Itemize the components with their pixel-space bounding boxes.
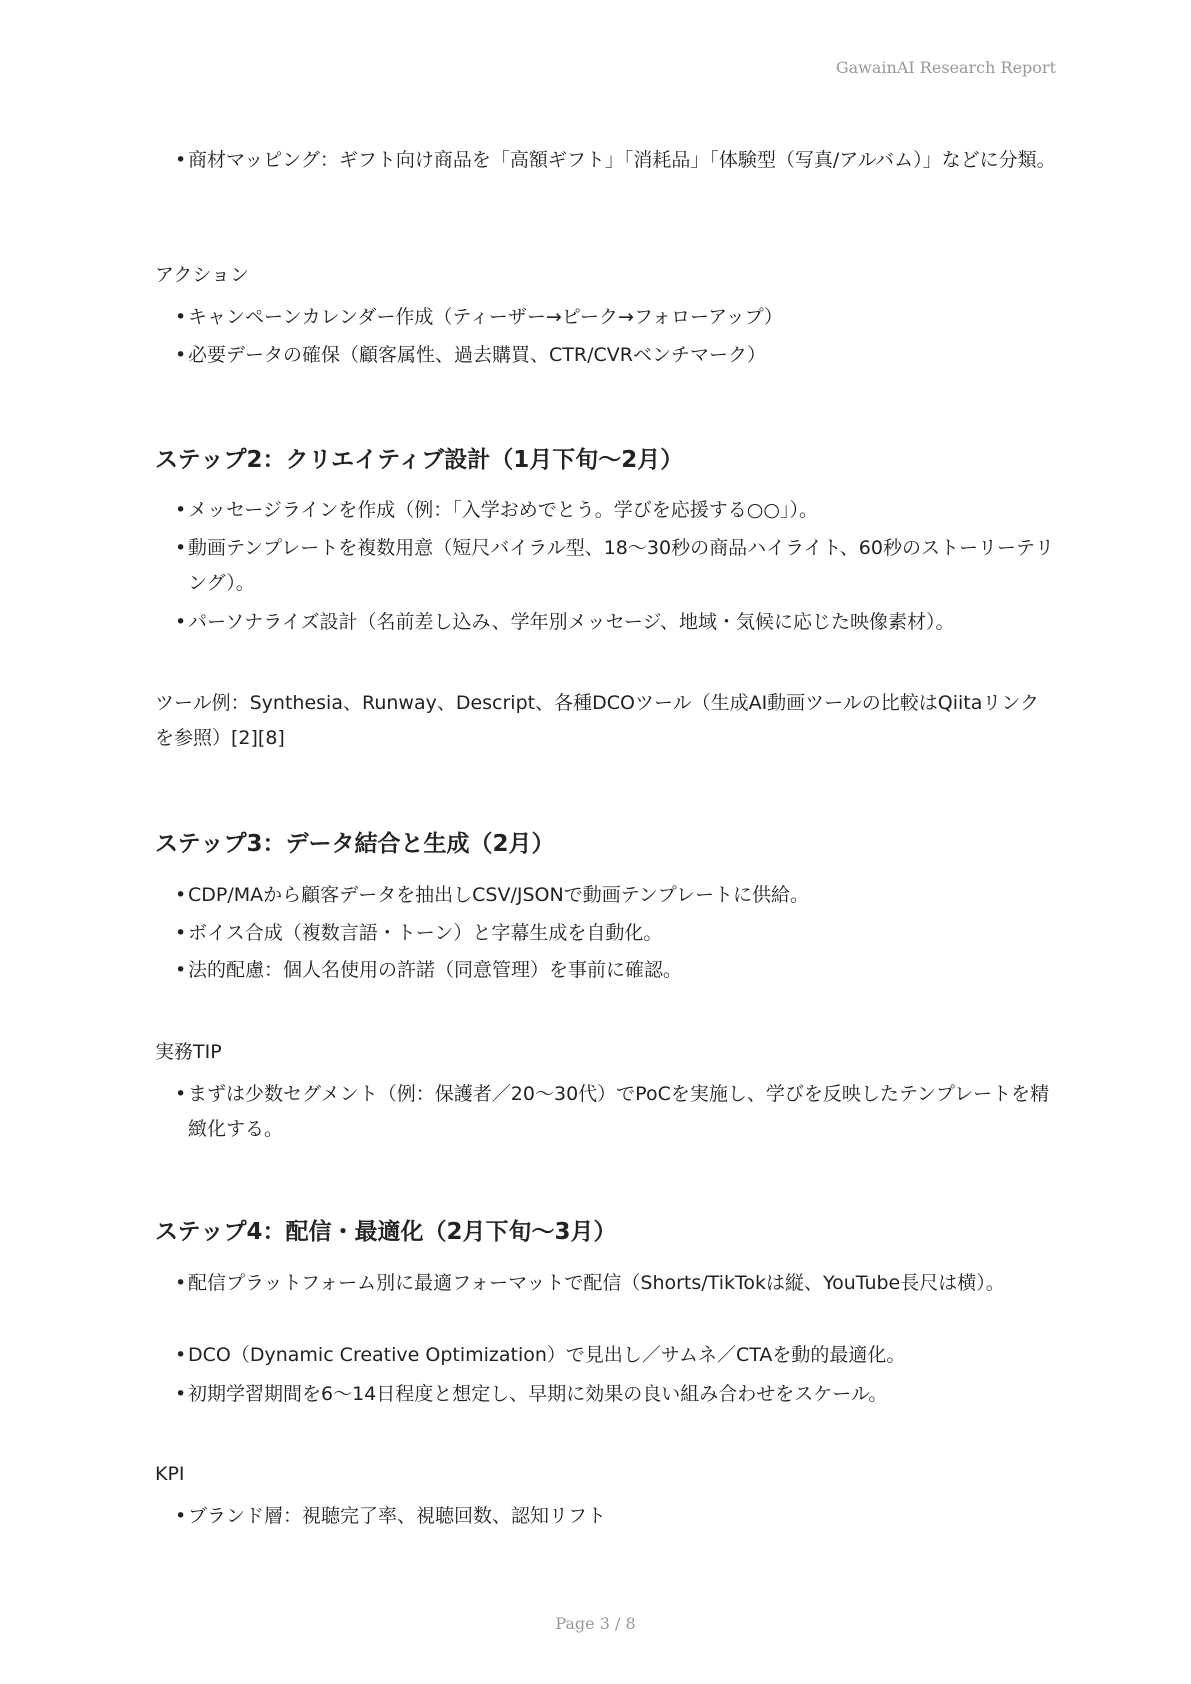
- tools-note: ツール例：Synthesia、Runway、Descript、各種DCOツール（生成AI動画ツールの比較はQiitaリンクを参照）[2][8]: [155, 692, 1040, 749]
- list-item: • 動画テンプレートを複数用意（短尺バイラル型、18〜30秒の商品ハイライト、60秒のストーリーテリング）。: [175, 531, 1058, 601]
- list-item: • ボイス合成（複数言語・トーン）と字幕生成を自動化。: [175, 916, 1058, 951]
- list-item: • 必要データの確保（顧客属性、過去購買、CTR/CVRベンチマーク）: [175, 338, 1058, 373]
- list-item: • 配信プラットフォーム別に最適フォーマットで配信（Shorts/TikTokは縦、YouTube長尺は横）。: [175, 1266, 1058, 1301]
- list-item: • キャンペーンカレンダー作成（ティーザー→ピーク→フォローアップ）: [175, 300, 1058, 335]
- running-header: GawainAI Research Report: [835, 58, 1056, 77]
- list-item: • 商材マッピング：ギフト向け商品を「高額ギフト」「消耗品」「体験型（写真/アルバム）」などに分類。: [175, 143, 1058, 178]
- list-item: • 法的配慮：個人名使用の許諾（同意管理）を事前に確認。: [175, 953, 1058, 988]
- section-label-tip: 実務TIP: [155, 1041, 222, 1063]
- section-heading-step3: ステップ3：データ結合と生成（2月）: [155, 831, 555, 857]
- list-item: • ブランド層：視聴完了率、視聴回数、認知リフト: [175, 1499, 1058, 1534]
- list-item: • まずは少数セグメント（例：保護者／20〜30代）でPoCを実施し、学びを反映したテンプレートを精緻化する。: [175, 1077, 1058, 1147]
- list-item: • CDP/MAから顧客データを抽出しCSV/JSONで動画テンプレートに供給。: [175, 878, 1058, 913]
- section-heading-step2: ステップ2：クリエイティブ設計（1月下旬〜2月）: [155, 447, 684, 473]
- list-item: • パーソナライズ設計（名前差し込み、学年別メッセージ、地域・気候に応じた映像素材）。: [175, 605, 1058, 640]
- section-heading-step4: ステップ4：配信・最適化（2月下旬〜3月）: [155, 1219, 617, 1245]
- list-item: • DCO（Dynamic Creative Optimization）で見出し／サムネ／CTAを動的最適化。: [175, 1338, 1058, 1373]
- list-item: • メッセージラインを作成（例：「入学おめでとう。学びを応援する○○」）。: [175, 493, 1058, 528]
- page-number: Page 3 / 8: [555, 1614, 636, 1633]
- section-label-kpi: KPI: [155, 1463, 185, 1485]
- section-label-action: アクション: [155, 264, 250, 286]
- list-item: • 初期学習期間を6〜14日程度と想定し、早期に効果の良い組み合わせをスケール。: [175, 1377, 1058, 1412]
